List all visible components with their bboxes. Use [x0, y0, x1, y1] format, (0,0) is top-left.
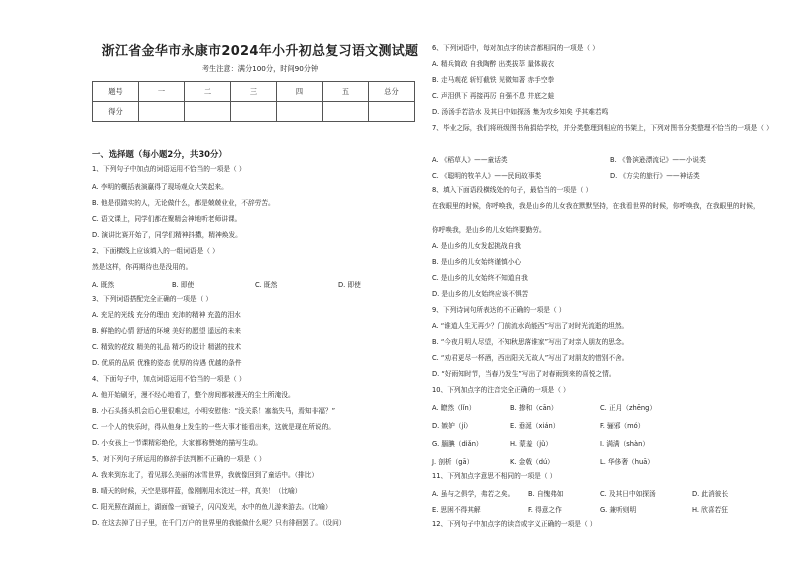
score-cell: 二: [185, 82, 231, 102]
score-table: [92, 81, 415, 122]
question-line: 9、下列诗词句所表达的不正确的一项是（ ）: [432, 306, 566, 314]
option-b: B. 即使: [172, 281, 195, 289]
question-line: 1、下列句子中加点的词语运用不恰当的一项是（ ）: [92, 165, 246, 173]
question-line: 8、填入下面语段横线处的句子，最恰当的一项是（ ）: [432, 186, 593, 194]
option-line: C. “劝君更尽一杯酒，西出阳关无故人”写出了对朋友的惜别不舍。: [432, 354, 629, 362]
option-line: D. 演讲比赛开始了，同学们精神抖擞，精神焕发。: [92, 231, 242, 239]
option-line: C. 声泪俱下 再接再厉 自强不息 井底之蛙: [432, 92, 555, 100]
question-line: 3、下列词语搭配完全正确的一项是（ ）: [92, 295, 213, 303]
score-cell: 五: [323, 82, 369, 102]
option-a: A. 《稻草人》——童话类: [432, 156, 508, 164]
option-line: C. 语文课上，同学们都在聚精会神地听老师讲课。: [92, 215, 242, 223]
option-line: D. “好雨知时节，当春乃发生”写出了对春雨到来的喜悦之情。: [432, 370, 616, 378]
score-cell[interactable]: [277, 102, 323, 122]
score-table-score-row: [93, 102, 415, 122]
option-a: A. 虽与之俱学，弗若之矣。: [432, 490, 515, 498]
score-cell[interactable]: [323, 102, 369, 122]
question-line: 7、毕业之际，我们将班级图书角捐给学校，并分类整理到相应的书架上，下列对图书分类整理不恰当的一项是（ ）: [432, 124, 773, 132]
passage-line: 在我眼里的时候，你呼唤我，我是山乡的儿女我在默默坚持，在我看世界的时候，你呼唤我，在我眼里的时候，: [432, 202, 760, 210]
option-line: B. 鲜艳的心情 舒适的环境 美好的愿望 遥远的未来: [92, 327, 241, 335]
exam-note: 考生注意：满分100分，时间90分钟: [201, 64, 319, 73]
option-a: A. 既然: [92, 281, 115, 289]
pinyin-option: L. 华侈奢（huā）: [600, 458, 654, 466]
question-line: 12、下列句子中加点字的读音或字义正确的一项是（ ）: [432, 520, 597, 528]
pinyin-option: H. 蒙羞（jǔ）: [510, 440, 553, 448]
option-line: A. 充足的光线 充分的理由 充沛的精神 充盈的泪水: [92, 311, 241, 319]
option-line: C. 是山乡的儿女始终不知道自我: [432, 274, 528, 282]
option-c: C. 及其日中如探汤: [600, 490, 656, 498]
option-line: D. 优质的品质 优雅的姿态 优厚的待遇 优越的条件: [92, 359, 242, 367]
pinyin-option: I. 满满（shàn）: [600, 440, 650, 448]
option-line: A. 他开始刷牙，漫不经心地看了，整个房间都被漫天的尘土所淹没。: [92, 391, 295, 399]
score-cell[interactable]: [139, 102, 185, 122]
score-cell[interactable]: [231, 102, 277, 122]
option-line: A. 我来到东北了，看见那么美丽的冰雪世界，我就像回到了童话中。（排比）: [92, 471, 319, 479]
option-line: D. 是山乡的儿女始终应该不惧苦: [432, 290, 529, 298]
score-cell: 四: [277, 82, 323, 102]
pinyin-option: A. 瞭然（lǐn）: [432, 404, 476, 412]
score-cell: 总分: [369, 82, 415, 102]
option-c: C. 《聪明的牧羊人》——民间故事类: [432, 172, 542, 180]
score-table-header-row: [93, 82, 415, 102]
pinyin-option: E. 垂涎（xián）: [510, 422, 560, 430]
option-line: D. 在这去掉了日子里，在千门万户的世界里的我能做什么呢？只有徘徊罢了。（设问）: [92, 519, 346, 527]
section-heading: 一、选择题（每小题2分，共30分）: [92, 149, 227, 159]
option-line: B. 晴天的时候，天空是那样蓝，像刚刚用水洗过一样，真美！（比喻）: [92, 487, 302, 495]
option-line: A. 是山乡的儿女发起挑战自我: [432, 242, 521, 250]
score-cell: 题号: [93, 82, 139, 102]
passage-line: 你呼唤我，是山乡的儿女始终要勤劳。: [432, 226, 546, 234]
pinyin-option: C. 正月（zhēng）: [600, 404, 657, 412]
page-title: 浙江省金华市永康市2024年小升初总复习语文测试题: [101, 44, 419, 59]
option-line: C. 一个人的快乐时，得从他身上发生的一些大事才能看出来，这就是现在所说的。: [92, 423, 335, 431]
option-line: B. “今夜月明人尽望，不知秋思落谁家”写出了对亲人朋友的思念。: [432, 338, 629, 346]
option-h: H. 欣喜若狂: [692, 506, 728, 514]
score-cell[interactable]: [185, 102, 231, 122]
score-cell[interactable]: [369, 102, 415, 122]
option-d: D. 《方尖的旅行》——神话类: [610, 172, 700, 180]
option-b: B. 自愧弗如: [528, 490, 564, 498]
option-line: B. 小石头扬头机会后心里很难过，小明安慰他：“没关系！塞翁失马，焉知非福？”: [92, 407, 336, 415]
option-line: D. 小女孩上一节课精彩绝伦，大家都称赞她的描写生动。: [92, 439, 262, 447]
option-line: B. 他是很踏实的人，无论做什么，都是兢兢业业，不辞劳苦。: [92, 199, 275, 207]
option-d: D. 此消彼长: [692, 490, 729, 498]
option-f: F. 得意之作: [528, 506, 562, 514]
pinyin-option: D. 嫉妒（jí）: [432, 422, 472, 430]
question-line: 10、下列加点字的注音完全正确的一项是（ ）: [432, 386, 570, 394]
question-line: 4、下面句子中，加点词语运用不恰当的一项是（ ）: [92, 375, 246, 383]
question-line: 6、下列词语中，每对加点字的读音都相同的一项是（ ）: [432, 44, 599, 52]
pinyin-option: G. 腼腆（diǎn）: [432, 440, 483, 448]
option-line: A. “谁道人生无再少？门前流水尚能西”写出了对时光流逝的坦然。: [432, 322, 629, 330]
option-g: G. 兼听则明: [600, 506, 637, 514]
question-line: 然是这样，你再期待也是没用的。: [92, 263, 193, 271]
option-line: C. 阳光照在湖面上，湖面像一面镜子，闪闪发光，水中的鱼儿游来游去。（比喻）: [92, 503, 332, 511]
question-line: 2、下面横线上应该填入的一组词语是（ ）: [92, 247, 219, 255]
pinyin-option: F. 骊邪（mó）: [600, 422, 645, 430]
option-line: A. 李明的概括表演赢得了现场观众大笑起来。: [92, 183, 228, 191]
option-line: C. 精致的花纹 精美的礼品 精巧的设计 精湛的技术: [92, 343, 242, 351]
option-b: B. 《鲁滨逊漂流记》——小说类: [610, 156, 706, 164]
option-e: E. 思困不得其解: [432, 506, 481, 514]
option-line: A. 精兵简政 自我陶醉 出类拔萃 量体裁衣: [432, 60, 555, 68]
option-line: B. 是山乡的儿女始终谨慎小心: [432, 258, 522, 266]
question-line: 11、下列加点字意思不相同的一项是（ ）: [432, 472, 557, 480]
pinyin-option: K. 金戟（dú）: [510, 458, 554, 466]
option-line: D. 汤汤手若浩水 及其日中如探汤 集为攻乡知矣 乎其难若鸣: [432, 108, 609, 116]
score-cell: 一: [139, 82, 185, 102]
question-line: 5、对下列句子所运用的修辞手法判断不正确的一项是（ ）: [92, 455, 266, 463]
option-c: C. 既然: [255, 281, 278, 289]
score-cell: 三: [231, 82, 277, 102]
option-d: D. 即使: [338, 281, 361, 289]
pinyin-option: B. 掺和（cān）: [510, 404, 558, 412]
score-cell: 得分: [93, 102, 139, 122]
option-line: B. 走马观花 斩钉截铁 见微知著 赤手空拳: [432, 76, 555, 84]
pinyin-option: J. 剖析（gā）: [432, 458, 474, 466]
